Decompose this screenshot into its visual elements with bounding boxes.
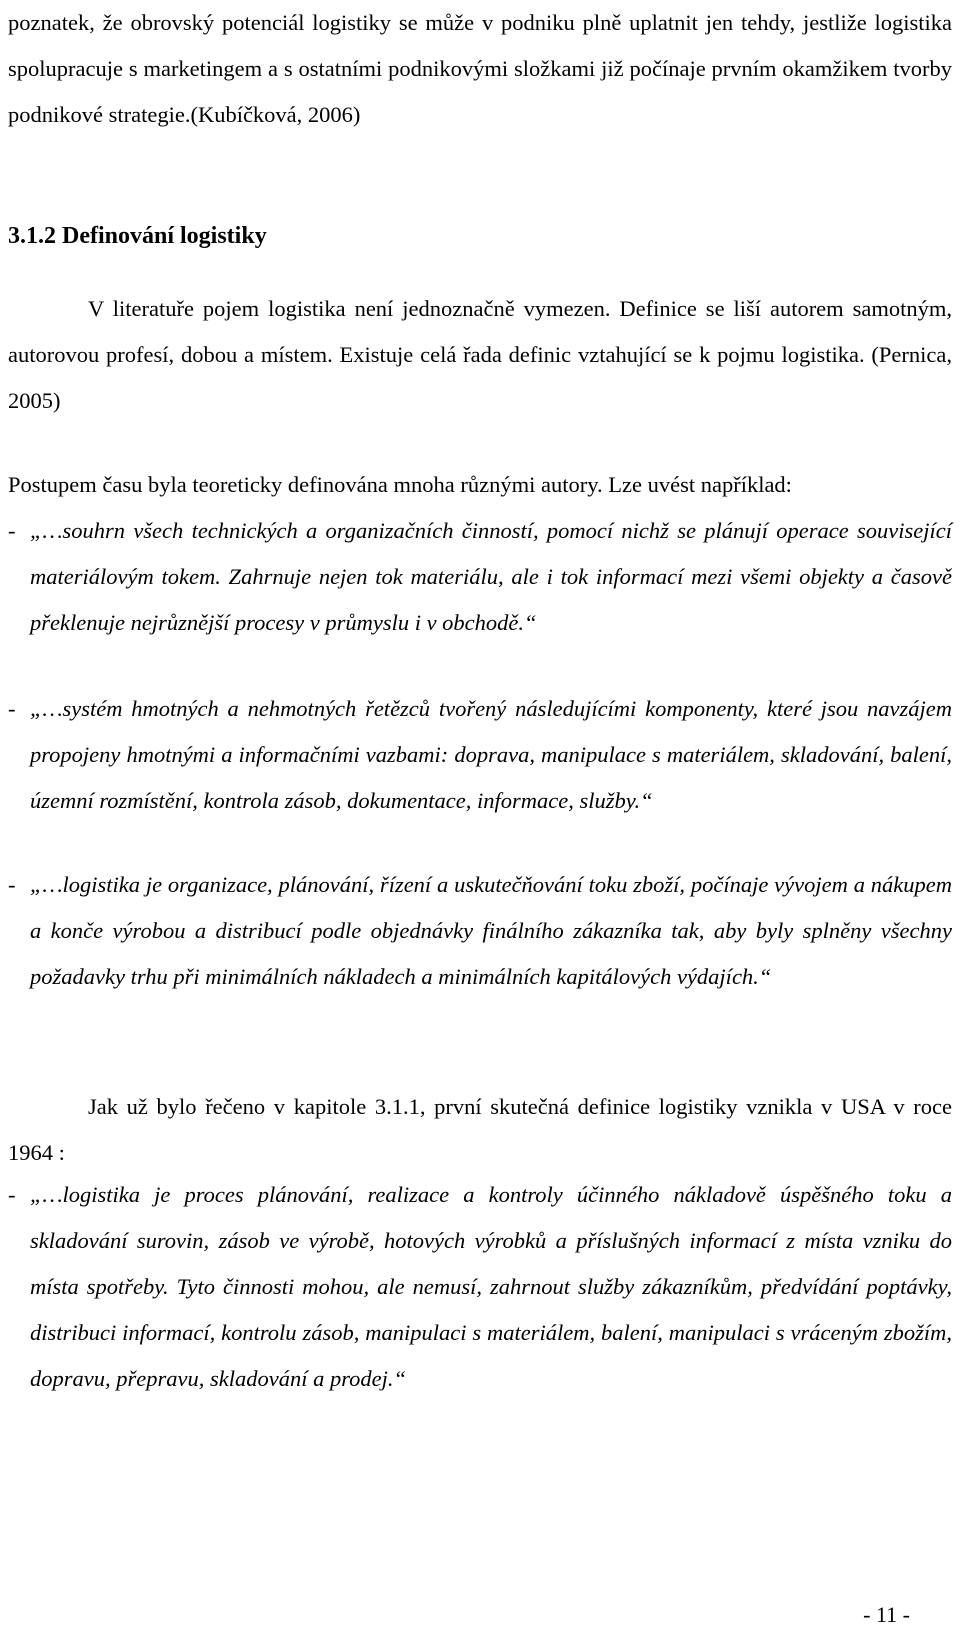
quote-text: „…systém hmotných a nehmotných řetězců tvořený následujícími komponenty, které jsou navzájem propojeny hmotnými a informačními vazbami: doprava, manipulace s materiálem, skladování, balení, územní rozmístění, kontrola zásob, dokumentace, informace, služby.“ <box>30 696 952 813</box>
list-dash: - <box>8 518 16 543</box>
paragraph-definitions: V literatuře pojem logistika není jednoznačně vymezen. Definice se liší autorem samotným, autorovou profesí, dobou a místem. Existuje celá řada definic vztahující se k pojmu logistika. (Pernica, 2005) <box>8 296 952 413</box>
page-number: - 11 - <box>863 1602 910 1627</box>
paragraph-intro: poznatek, že obrovský potenciál logistiky se může v podniku plně uplatnit jen tehdy, jestliže logistika spolupracuje s marketingem a s ostatními podnikovými složkami již počínaje prvním okamžikem tvorby podnikové strategie.(Kubíčková, 2006) <box>8 10 952 127</box>
definition-quote-usa <box>8 1172 952 1402</box>
definition-quote-3 <box>8 862 952 1000</box>
definition-quote-2 <box>8 686 952 824</box>
paragraph-usa: Jak už bylo řečeno v kapitole 3.1.1, první skutečná definice logistiky vznikla v USA v roce 1964 : <box>8 1094 952 1165</box>
section-heading: 3.1.2 Definování logistiky <box>8 223 267 249</box>
paragraph-examples-intro: Postupem času byla teoreticky definována mnoha různými autory. Lze uvést například: <box>8 472 792 497</box>
definition-quote-1 <box>8 508 952 646</box>
list-dash: - <box>8 1182 16 1207</box>
list-dash: - <box>8 696 16 721</box>
list-dash: - <box>8 872 16 897</box>
quote-text: „…souhrn všech technických a organizačních činností, pomocí nichž se plánují operace související materiálovým tokem. Zahrnuje nejen tok materiálu, ale i tok informací mezi všemi objekty a časově překlenuje nejrůznější procesy v průmyslu i v obchodě.“ <box>30 518 952 635</box>
quote-text: „…logistika je proces plánování, realizace a kontroly účinného nákladově úspěšného toku a skladování surovin, zásob ve výrobě, hotových výrobků a příslušných informací z místa vzniku do místa spotřeby. Tyto činnosti mohou, ale nemusí, zahrnout služby zákazníkům, předvídání poptávky, distribuci informací, kontrolu zásob, manipulaci s materiálem, balení, manipulaci s vráceným zbožím, dopravu, přepravu, skladování a prodej.“ <box>30 1182 952 1391</box>
quote-text: „…logistika je organizace, plánování, řízení a uskutečňování toku zboží, počínaje vývojem a nákupem a konče výrobou a distribucí podle objednávky finálního zákazníka tak, aby byly splněny všechny požadavky trhu při minimálních nákladech a minimálních kapitálových výdajích.“ <box>30 872 952 989</box>
